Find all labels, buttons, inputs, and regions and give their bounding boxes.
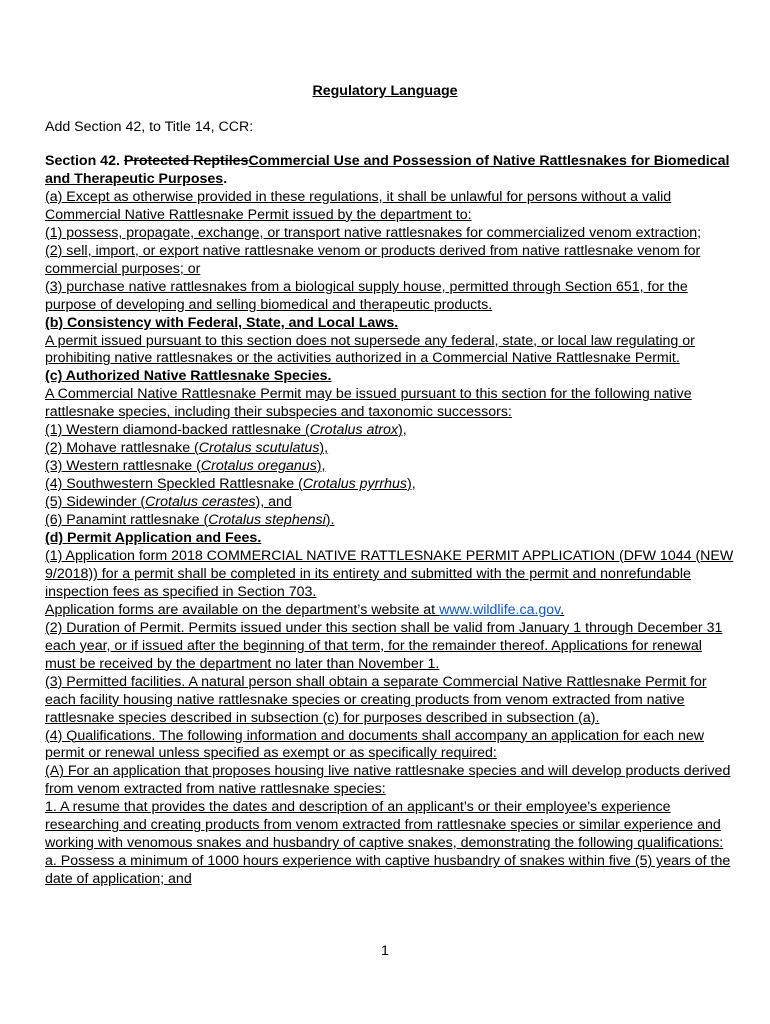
subsection-a-item-3: (3) purchase native rattlesnakes from a biological supply house, permitted through Section 651, for the purpose of developing and selling biomedical and therapeutic products. <box>45 278 688 313</box>
section-title: Commercial Use and Possession of Native Rattlesnakes for Biomedical and Therapeutic Purposes <box>45 153 730 187</box>
wildlife-website-link[interactable]: www.wildlife.ca.gov <box>439 601 561 618</box>
struck-title: Protected Reptiles <box>123 153 249 169</box>
species-item: (5) Sidewinder (Crotalus cerastes), and <box>45 494 292 511</box>
subsection-a-item-2: (2) sell, import, or export native rattlesnake venom or products derived from native rattlesnake venom for commercial purposes; or <box>45 242 701 277</box>
species-item: (4) Southwestern Speckled Rattlesnake (Crotalus pyrrhus), <box>45 476 416 493</box>
subsection-d-heading: (d) Permit Application and Fees. <box>45 530 262 547</box>
subsection-b-text: A permit issued pursuant to this section does not supersede any federal, state, or local law regulating or prohibiting native rattlesnakes or the activities authorized in a Commercial Native Rattlesnake Permit. <box>45 332 695 367</box>
intro-line: Add Section 42, to Title 14, CCR: <box>45 119 254 135</box>
species-item: (3) Western rattlesnake (Crotalus oreganus), <box>45 458 326 475</box>
application-forms-line: Application forms are available on the department’s website at www.wildlife.ca.gov. <box>45 601 565 618</box>
page-number: 1 <box>381 943 389 959</box>
subsection-a-item-1: (1) possess, propagate, exchange, or transport native rattlesnakes for commercialized venom extraction; <box>45 224 702 241</box>
subsection-d-1: (1) Application form 2018 COMMERCIAL NATIVE RATTLESNAKE PERMIT APPLICATION (DFW 1044 (NEW 9/2018)) for a permit shall be completed in its entirety and submitted with the permit and nonrefundable inspection fees as specified in Section 703. <box>45 547 734 600</box>
section-end: . <box>223 170 228 187</box>
subsection-d-4: (4) Qualifications. The following information and documents shall accompany an application for each new permit or renewal unless specified as exempt or as specifically required: <box>45 727 705 762</box>
subsection-c-heading: (c) Authorized Native Rattlesnake Species. <box>45 368 332 385</box>
regulation-body <box>45 153 735 889</box>
subsection-d-3: (3) Permitted facilities. A natural person shall obtain a separate Commercial Native Rattlesnake Permit for each facility housing native rattlesnake species or creating products from venom extracted from native rattlesnake species described in subsection (c) for purposes described in subsection (a). <box>45 673 707 726</box>
species-item: (1) Western diamond-backed rattlesnake (Crotalus atrox), <box>45 422 407 439</box>
species-item: (2) Mohave rattlesnake (Crotalus scutulatus), <box>45 440 329 457</box>
qualification-resume: 1. A resume that provides the dates and description of an applicant’s or their employee's experience researching and creating products from venom extracted from rattlesnake species or similar experience and working with venomous snakes and husbandry of captive snakes, demonstrating the following qualifications: <box>45 799 724 852</box>
subsection-c-intro: A Commercial Native Rattlesnake Permit may be issued pursuant to this section for the following native rattlesnake species, including their subspecies and taxonomic successors: <box>45 386 692 421</box>
page-title: Regulatory Language <box>312 83 458 99</box>
subsection-b-heading: (b) Consistency with Federal, State, and Local Laws. <box>45 314 399 331</box>
section-heading <box>45 153 735 189</box>
subsection-d-2: (2) Duration of Permit. Permits issued under this section shall be valid from January 1 through December 31 each year, or if issued after the beginning of that term, for the remainder thereof. Applications for renewal must be received by the department no later than November 1. <box>45 619 723 672</box>
species-item: (6) Panamint rattlesnake (Crotalus stephensi). <box>45 512 335 529</box>
section-label: Section 42. <box>45 153 124 169</box>
subsection-a-intro: (a) Except as otherwise provided in these regulations, it shall be unlawful for persons without a valid Commercial Native Rattlesnake Permit issued by the department to: <box>45 188 672 223</box>
subsection-d-4-A: (A) For an application that proposes housing live native rattlesnake species and will develop products derived from venom extracted from native rattlesnake species: <box>45 763 731 798</box>
qualification-a: a. Possess a minimum of 1000 hours experience with captive husbandry of snakes within five (5) years of the date of application; and <box>45 853 731 888</box>
